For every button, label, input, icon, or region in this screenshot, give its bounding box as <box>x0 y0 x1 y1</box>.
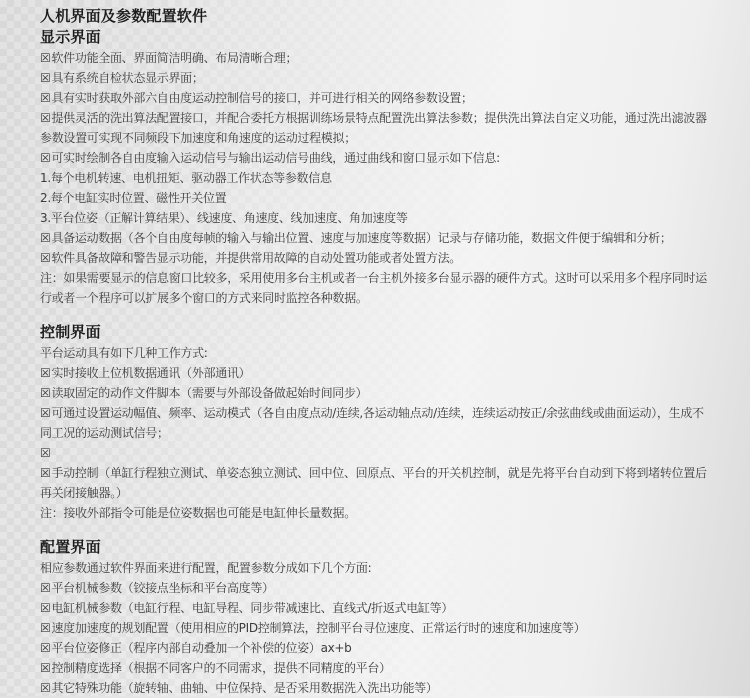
checklist-item <box>40 363 714 383</box>
note-line <box>40 503 714 523</box>
checklist-item-empty <box>40 443 714 463</box>
checklist-item <box>40 48 714 68</box>
checkbox-checked-icon: ☒ <box>40 601 51 615</box>
checkbox-checked-icon: ☒ <box>40 111 51 125</box>
checkbox-checked-icon: ☒ <box>40 581 51 595</box>
item-text: 软件具备故障和警告显示功能，并提供常用故障的自动处置功能或者处置方法。 <box>51 251 461 265</box>
checkbox-checked-icon: ☒ <box>40 251 51 265</box>
intro-line <box>40 343 714 363</box>
checklist-item <box>40 578 714 598</box>
checklist-item <box>40 88 714 108</box>
item-text: 1.每个电机转速、电机扭矩、驱动器工作状态等参数信息 <box>40 171 332 185</box>
item-text: 具有实时获取外部六自由度运动控制信号的接口，并可进行相关的网络参数设置； <box>51 91 473 105</box>
checklist-item <box>40 148 714 168</box>
item-text: 速度加速度的规划配置（使用相应的PID控制算法，控制平台寻位速度、正常运行时的速度和加速度等） <box>51 621 586 635</box>
checkbox-checked-icon: ☒ <box>40 681 51 695</box>
checkbox-checked-icon: ☒ <box>40 406 51 420</box>
section-config-interface <box>40 537 714 698</box>
numbered-item <box>40 188 714 208</box>
item-text: 平台运动具有如下几种工作方式: <box>40 346 208 360</box>
section-control-interface <box>40 322 714 523</box>
checkbox-checked-icon: ☒ <box>40 621 51 635</box>
item-text: 相应参数通过软件界面来进行配置，配置参数分成如下几个方面: <box>40 561 372 575</box>
checkbox-checked-icon: ☒ <box>40 151 51 165</box>
checklist-item <box>40 248 714 268</box>
checklist-item <box>40 108 714 148</box>
checklist-item <box>40 68 714 88</box>
checklist-item <box>40 658 714 678</box>
item-text: 平台位姿修正（程序内部自动叠加一个补偿的位姿）ax+b <box>51 641 352 655</box>
checkbox-checked-icon: ☒ <box>40 366 51 380</box>
checklist-item <box>40 383 714 403</box>
section-heading-display: 显示界面 <box>40 28 101 46</box>
numbered-item <box>40 208 714 228</box>
item-text: 可通过设置运动幅值、频率、运动模式（各自由度点动/连续,各运动轴点动/连续，连续运动按正/余弦曲线或曲面运动），生成不同工况的运动测试信号； <box>40 406 704 440</box>
item-text: 注：接收外部指令可能是位姿数据也可能是电缸伸长量数据。 <box>40 506 356 520</box>
checkbox-checked-icon: ☒ <box>40 661 51 675</box>
item-text: 其它特殊功能（旋转轴、曲轴、中位保持、是否采用数据洗入洗出功能等） <box>51 681 438 695</box>
checklist-item <box>40 598 714 618</box>
checklist-item <box>40 678 714 698</box>
checkbox-checked-icon: ☒ <box>40 71 51 85</box>
checklist-item <box>40 463 714 503</box>
section-heading-config: 配置界面 <box>40 538 101 556</box>
item-text: 3.平台位姿（正解计算结果）、线速度、角速度、线加速度、角加速度等 <box>40 211 408 225</box>
checklist-item <box>40 228 714 248</box>
item-text: 具有系统自检状态显示界面； <box>51 71 204 85</box>
item-text: 具备运动数据（各个自由度每帧的输入与输出位置、速度与加速度等数据）记录与存储功能，数据文件便于编辑和分析； <box>51 231 672 245</box>
item-text: 实时接收上位机数据通讯（外部通讯） <box>51 366 251 380</box>
item-text: 注：如果需要显示的信息窗口比较多，采用使用多台主机或者一台主机外接多台显示器的硬件方式。这时可以采用多个程序同时运行或者一个程序可以扩展多个窗口的方式来同时监控各种数据。 <box>40 271 707 305</box>
intro-line <box>40 558 714 578</box>
checkbox-checked-icon: ☒ <box>40 466 51 480</box>
checkbox-checked-icon: ☒ <box>40 641 51 655</box>
item-text: 平台机械参数（铰接点坐标和平台高度等） <box>51 581 274 595</box>
item-text: 提供灵活的洗出算法配置接口，并配合委托方根据训练场景特点配置洗出算法参数；提供洗出算法自定义功能，通过洗出滤波器参数设置可实现不同频段下加速度和角速度的运动过程模拟； <box>40 111 707 145</box>
checkbox-checked-icon: ☒ <box>40 231 51 245</box>
checkbox-checked-icon: ☒ <box>40 91 51 105</box>
numbered-item <box>40 168 714 188</box>
checklist-item <box>40 638 714 658</box>
checklist-item <box>40 618 714 638</box>
section-display-interface <box>40 27 714 308</box>
item-text: 手动控制（单缸行程独立测试、单姿态独立测试、回中位、回原点、平台的开关机控制，就是先将平台自动到下将到堵转位置后再关闭接触器。） <box>40 466 707 500</box>
item-text: 电缸机械参数（电缸行程、电缸导程、同步带减速比、直线式/折返式电缸等） <box>51 601 454 615</box>
checkbox-checked-icon: ☒ <box>40 386 51 400</box>
checklist-item <box>40 403 714 443</box>
section-heading-control: 控制界面 <box>40 323 101 341</box>
item-text: 软件功能全面、界面简洁明确、布局清晰合理； <box>51 51 298 65</box>
checkbox-checked-icon: ☒ <box>40 51 51 65</box>
item-text: 控制精度选择（根据不同客户的不同需求，提供不同精度的平台） <box>51 661 391 675</box>
item-text: 读取固定的动作文件脚本（需要与外部设备做起始时间同步） <box>51 386 368 400</box>
page-title: 人机界面及参数配置软件 <box>40 7 208 25</box>
item-text: 2.每个电缸实时位置、磁性开关位置 <box>40 191 227 205</box>
item-text: 可实时绘制各自由度输入运动信号与输出运动信号曲线，通过曲线和窗口显示如下信息: <box>51 151 500 165</box>
checkbox-checked-icon: ☒ <box>40 446 51 460</box>
note-line <box>40 268 714 308</box>
